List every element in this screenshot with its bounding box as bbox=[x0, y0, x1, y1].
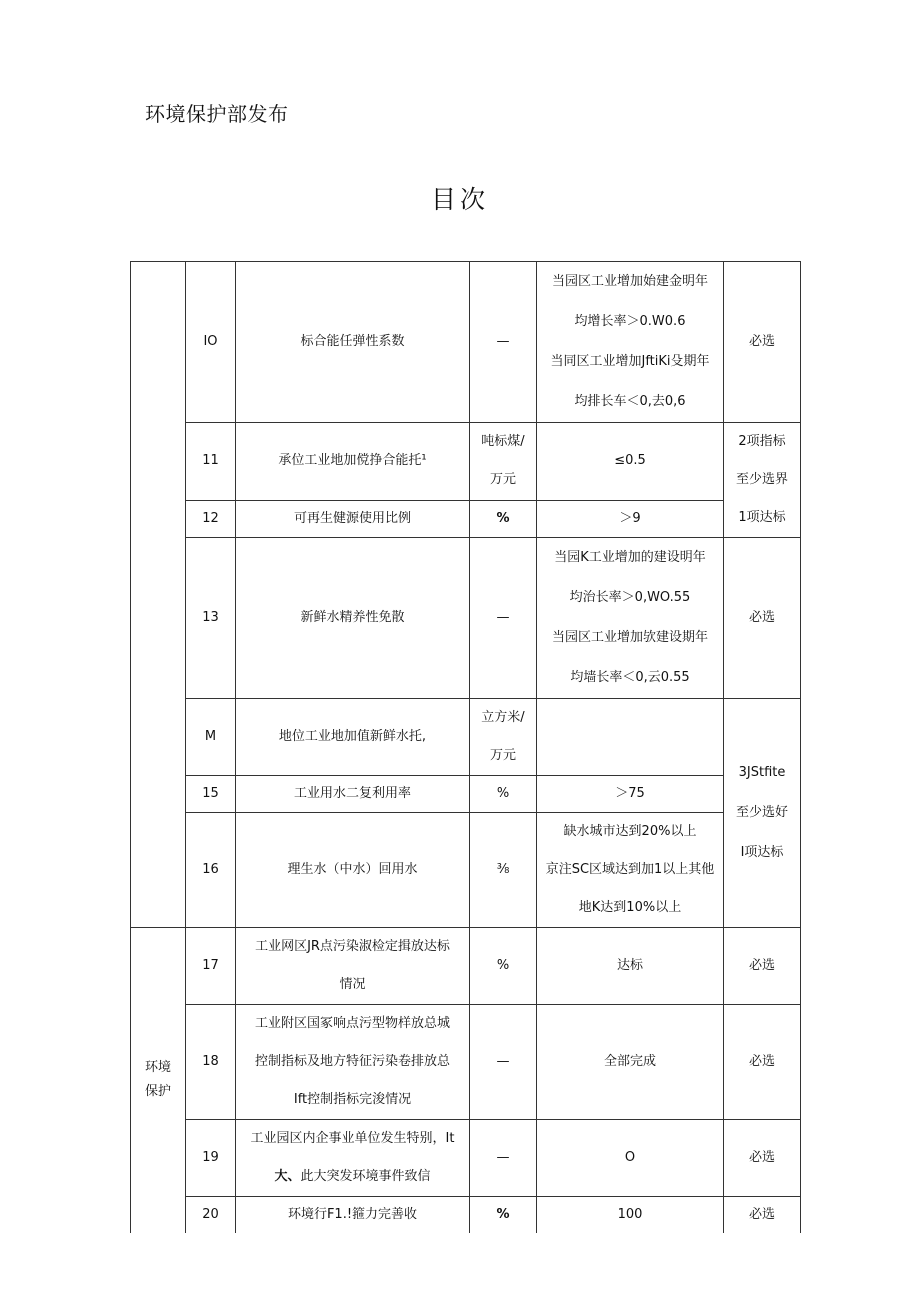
unit-cell bbox=[470, 423, 537, 501]
requirement-cell: ≤0.5 bbox=[537, 423, 724, 501]
category-cell-environment bbox=[131, 928, 186, 1233]
row-number: 13 bbox=[186, 538, 236, 699]
indicator-name-fragment: 此大突发环境事件致信 bbox=[300, 1169, 431, 1184]
category-line: 保护 bbox=[144, 1084, 171, 1100]
table-row bbox=[131, 262, 801, 423]
selection-cell: 必选 bbox=[724, 262, 801, 423]
requirement-line: 京注SC区域达到加1以上其他 bbox=[545, 862, 715, 877]
indicator-name-line: Ift控制指标完浚情况 bbox=[293, 1092, 412, 1107]
unit-line: 立方米/ bbox=[481, 710, 525, 725]
requirement-cell: 达标 bbox=[537, 928, 724, 1005]
publisher-line: 环境保护部发布 bbox=[145, 102, 289, 126]
requirement-line: 地K达到10%以上 bbox=[578, 900, 682, 915]
row-number: 20 bbox=[186, 1197, 236, 1233]
indicator-name bbox=[236, 928, 470, 1005]
row-number: 19 bbox=[186, 1120, 236, 1197]
unit-cell: ⅜ bbox=[470, 813, 537, 928]
unit-cell: % bbox=[470, 928, 537, 1005]
unit-cell: % bbox=[470, 500, 537, 537]
unit-cell: % bbox=[470, 776, 537, 813]
requirement-cell bbox=[537, 262, 724, 423]
requirement-cell: O bbox=[537, 1120, 724, 1197]
indicator-name: 环境行F1.!箍力完善收 bbox=[236, 1197, 470, 1233]
indicator-name: 新鲜水精养性免散 bbox=[236, 538, 470, 699]
selection-cell: 必选 bbox=[724, 1005, 801, 1120]
indicator-name bbox=[236, 1120, 470, 1197]
requirement-cell bbox=[537, 813, 724, 928]
unit-cell: — bbox=[470, 262, 537, 423]
indicator-name bbox=[236, 1005, 470, 1120]
selection-line: 1项达标 bbox=[738, 510, 786, 525]
requirement-cell: ＞75 bbox=[537, 776, 724, 813]
requirement-line: 当同区工业增加JftiKi殳期年 bbox=[550, 354, 710, 369]
indicator-name-line: 情况 bbox=[339, 977, 366, 992]
requirement-line: 缺水城市达到20%以上 bbox=[563, 824, 697, 839]
table-row bbox=[131, 500, 801, 537]
indicator-name: 地位工业地加值新鲜水托, bbox=[236, 699, 470, 776]
row-number: 15 bbox=[186, 776, 236, 813]
indicator-table bbox=[130, 261, 801, 1233]
selection-line: 至少选界 bbox=[735, 472, 788, 487]
indicator-name-line bbox=[240, 1158, 465, 1196]
selection-line: I项达标 bbox=[740, 845, 784, 860]
requirement-line: 均治长率＞0,WO.55 bbox=[569, 590, 691, 605]
selection-line: 至少选好 bbox=[735, 805, 788, 820]
indicator-name-line: 工业附区国冢响点污型物样放总城 bbox=[254, 1016, 450, 1031]
table-row bbox=[131, 1197, 801, 1233]
category-cell-resource bbox=[131, 262, 186, 928]
table-row bbox=[131, 813, 801, 928]
selection-cell: 必选 bbox=[724, 1120, 801, 1197]
requirement-cell: ＞9 bbox=[537, 500, 724, 537]
indicator-name-line: 工业园区内企事业单位发生特别，It bbox=[250, 1131, 455, 1146]
indicator-name-fragment: 大、 bbox=[274, 1169, 301, 1184]
selection-cell bbox=[724, 423, 801, 538]
table-row bbox=[131, 699, 801, 776]
selection-cell: 必选 bbox=[724, 1197, 801, 1233]
table-row bbox=[131, 423, 801, 501]
indicator-name: 工业用水二复利用率 bbox=[236, 776, 470, 813]
table-row bbox=[131, 928, 801, 1005]
page-title: 目次 bbox=[430, 185, 489, 214]
indicator-name-line: 工业网区JR点污染淑检定揖放达标 bbox=[255, 939, 450, 954]
category-line: 环境 bbox=[144, 1060, 171, 1076]
table-row bbox=[131, 1120, 801, 1197]
requirement-cell: 100 bbox=[537, 1197, 724, 1233]
unit-cell: — bbox=[470, 1005, 537, 1120]
requirement-line: 当园区工业增加欤建设期年 bbox=[551, 630, 708, 645]
requirement-cell bbox=[537, 699, 724, 776]
requirement-line: 均增长率＞0.W0.6 bbox=[574, 314, 686, 329]
table-row bbox=[131, 538, 801, 699]
requirement-line: 当园K工业增加的建设明年 bbox=[554, 550, 706, 565]
unit-line: 吨标煤/ bbox=[481, 434, 525, 450]
indicator-name: 标合能任弹性系数 bbox=[236, 262, 470, 423]
indicator-name-line: 控制指标及地方特征污染卷排放总 bbox=[254, 1054, 450, 1069]
selection-cell bbox=[724, 699, 801, 928]
requirement-cell: 全部完成 bbox=[537, 1005, 724, 1120]
unit-line: 万元 bbox=[489, 472, 516, 488]
row-number: 16 bbox=[186, 813, 236, 928]
indicator-name: 理生水（中水）回用水 bbox=[236, 813, 470, 928]
row-number: IO bbox=[186, 262, 236, 423]
requirement-line: 当园区工业增加始建金明年 bbox=[551, 274, 708, 289]
selection-line: 3JStfite bbox=[738, 765, 786, 780]
unit-cell: % bbox=[470, 1197, 537, 1233]
table-row bbox=[131, 1005, 801, 1120]
indicator-name: 可再生健源使用比例 bbox=[236, 500, 470, 537]
unit-cell: — bbox=[470, 538, 537, 699]
unit-cell bbox=[470, 699, 537, 776]
table-row bbox=[131, 776, 801, 813]
selection-line: 2项指标 bbox=[738, 434, 786, 449]
unit-cell: — bbox=[470, 1120, 537, 1197]
row-number: M bbox=[186, 699, 236, 776]
unit-line: 万元 bbox=[489, 748, 516, 763]
requirement-line: 均排长车＜0,去0,6 bbox=[574, 394, 686, 409]
row-number: 11 bbox=[186, 423, 236, 501]
indicator-name: 承位工业地加傥挣合能托¹ bbox=[236, 423, 470, 501]
selection-cell: 必选 bbox=[724, 928, 801, 1005]
selection-cell: 必选 bbox=[724, 538, 801, 699]
row-number: 18 bbox=[186, 1005, 236, 1120]
requirement-cell bbox=[537, 538, 724, 699]
row-number: 12 bbox=[186, 500, 236, 537]
row-number: 17 bbox=[186, 928, 236, 1005]
requirement-line: 均墙长率＜0,云0.55 bbox=[570, 670, 690, 685]
